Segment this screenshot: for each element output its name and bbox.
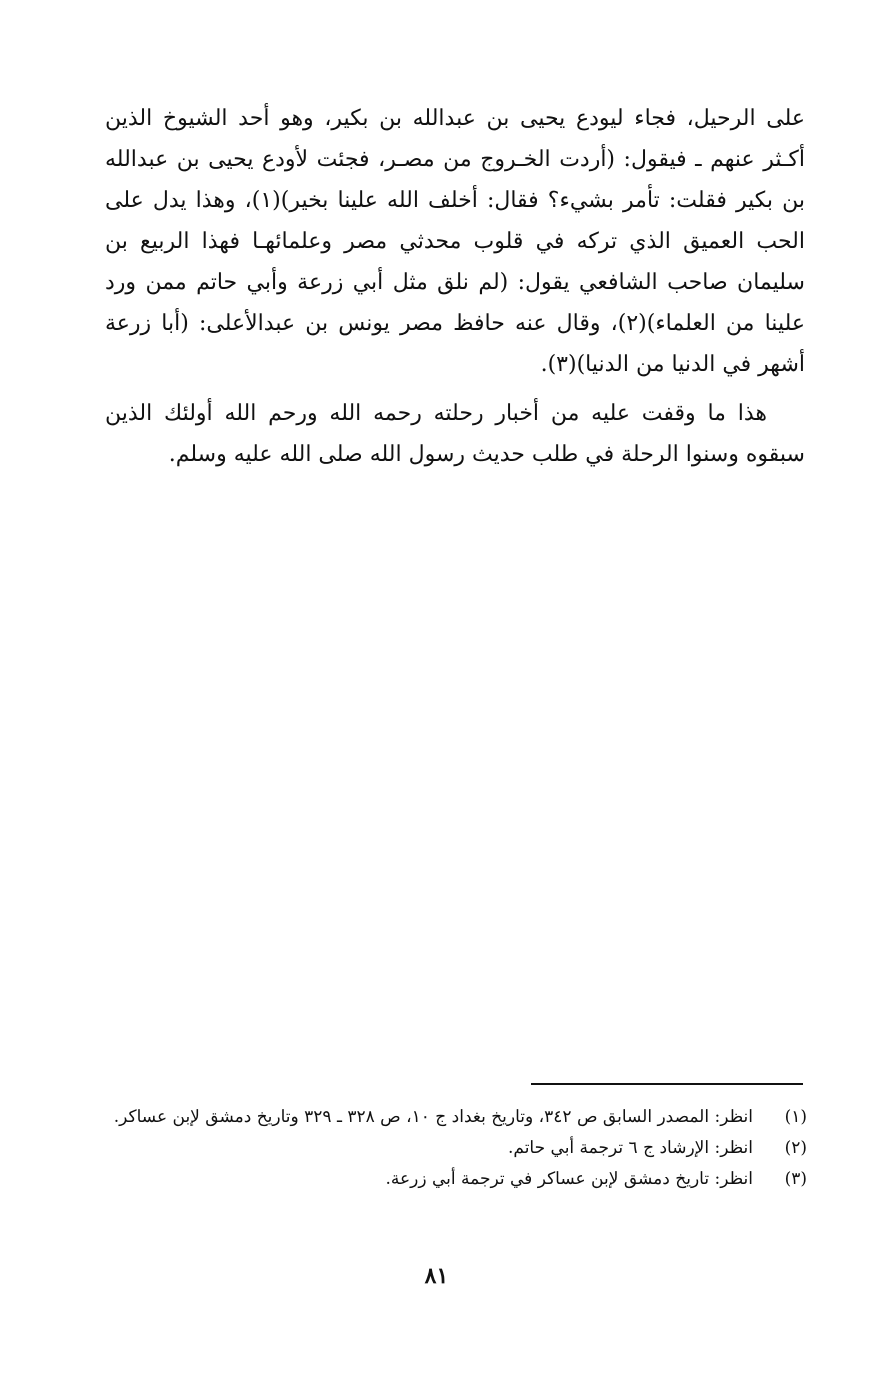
- footnotes: [101, 1102, 813, 1195]
- footnote-item: [101, 1164, 813, 1195]
- footnote-number: (١): [784, 1107, 807, 1127]
- footnote-text: انظر: تاريخ دمشق لإبن عساكر في ترجمة أبي زرعة.: [385, 1169, 753, 1189]
- footnote-item: [101, 1102, 813, 1133]
- paragraph-1: على الرحيل، فجاء ليودع يحيى بن عبدالله بن بكير، وهو أحد الشيوخ الذين أكـثر عنهم ـ فيقول: (أردت الخـروج من مصـر، فجئت لأودع يحيى بن عبدالله بن بكير فقلت: تأمر بشيء؟ فقال: أخلف الله علينا بخير)(١)، وهذا يدل على الحب العميق الذي تركه في قلوب محدثي مصر وعلمائهـا فهذا الربيع بن سليمان صاحب الشافعي يقول: (لم نلق مثل أبي زرعة وأبي حاتم ممن ورد علينا من العلماء)(٢)، وقال عنه حافظ مصر يونس بن عبدالأعلى: (أبا زرعة أشهر في الدنيا من الدنيا)(٣).: [105, 106, 805, 377]
- main-text: [105, 98, 805, 475]
- footnote-text: انظر: الإرشاد ج ٦ ترجمة أبي حاتم.: [507, 1138, 753, 1158]
- footnote-number: (٣): [784, 1169, 807, 1189]
- footnote-text: انظر: المصدر السابق ص ٣٤٢، وتاريخ بغداد ج ١٠، ص ٣٢٨ ـ ٣٢٩ وتاريخ دمشق لإبن عساكر.: [113, 1107, 753, 1127]
- footnote-divider: [531, 1083, 803, 1085]
- paragraph-2: هذا ما وقفت عليه من أخبار رحلته رحمه الله ورحم الله أولئك الذين سبقوه وسنوا الرحلة في طلب حديث رسول الله صلى الله عليه وسلم.: [105, 401, 805, 467]
- footnote-item: [101, 1133, 813, 1164]
- footnote-number: (٢): [784, 1138, 807, 1158]
- page-number: ٨١: [424, 1263, 449, 1289]
